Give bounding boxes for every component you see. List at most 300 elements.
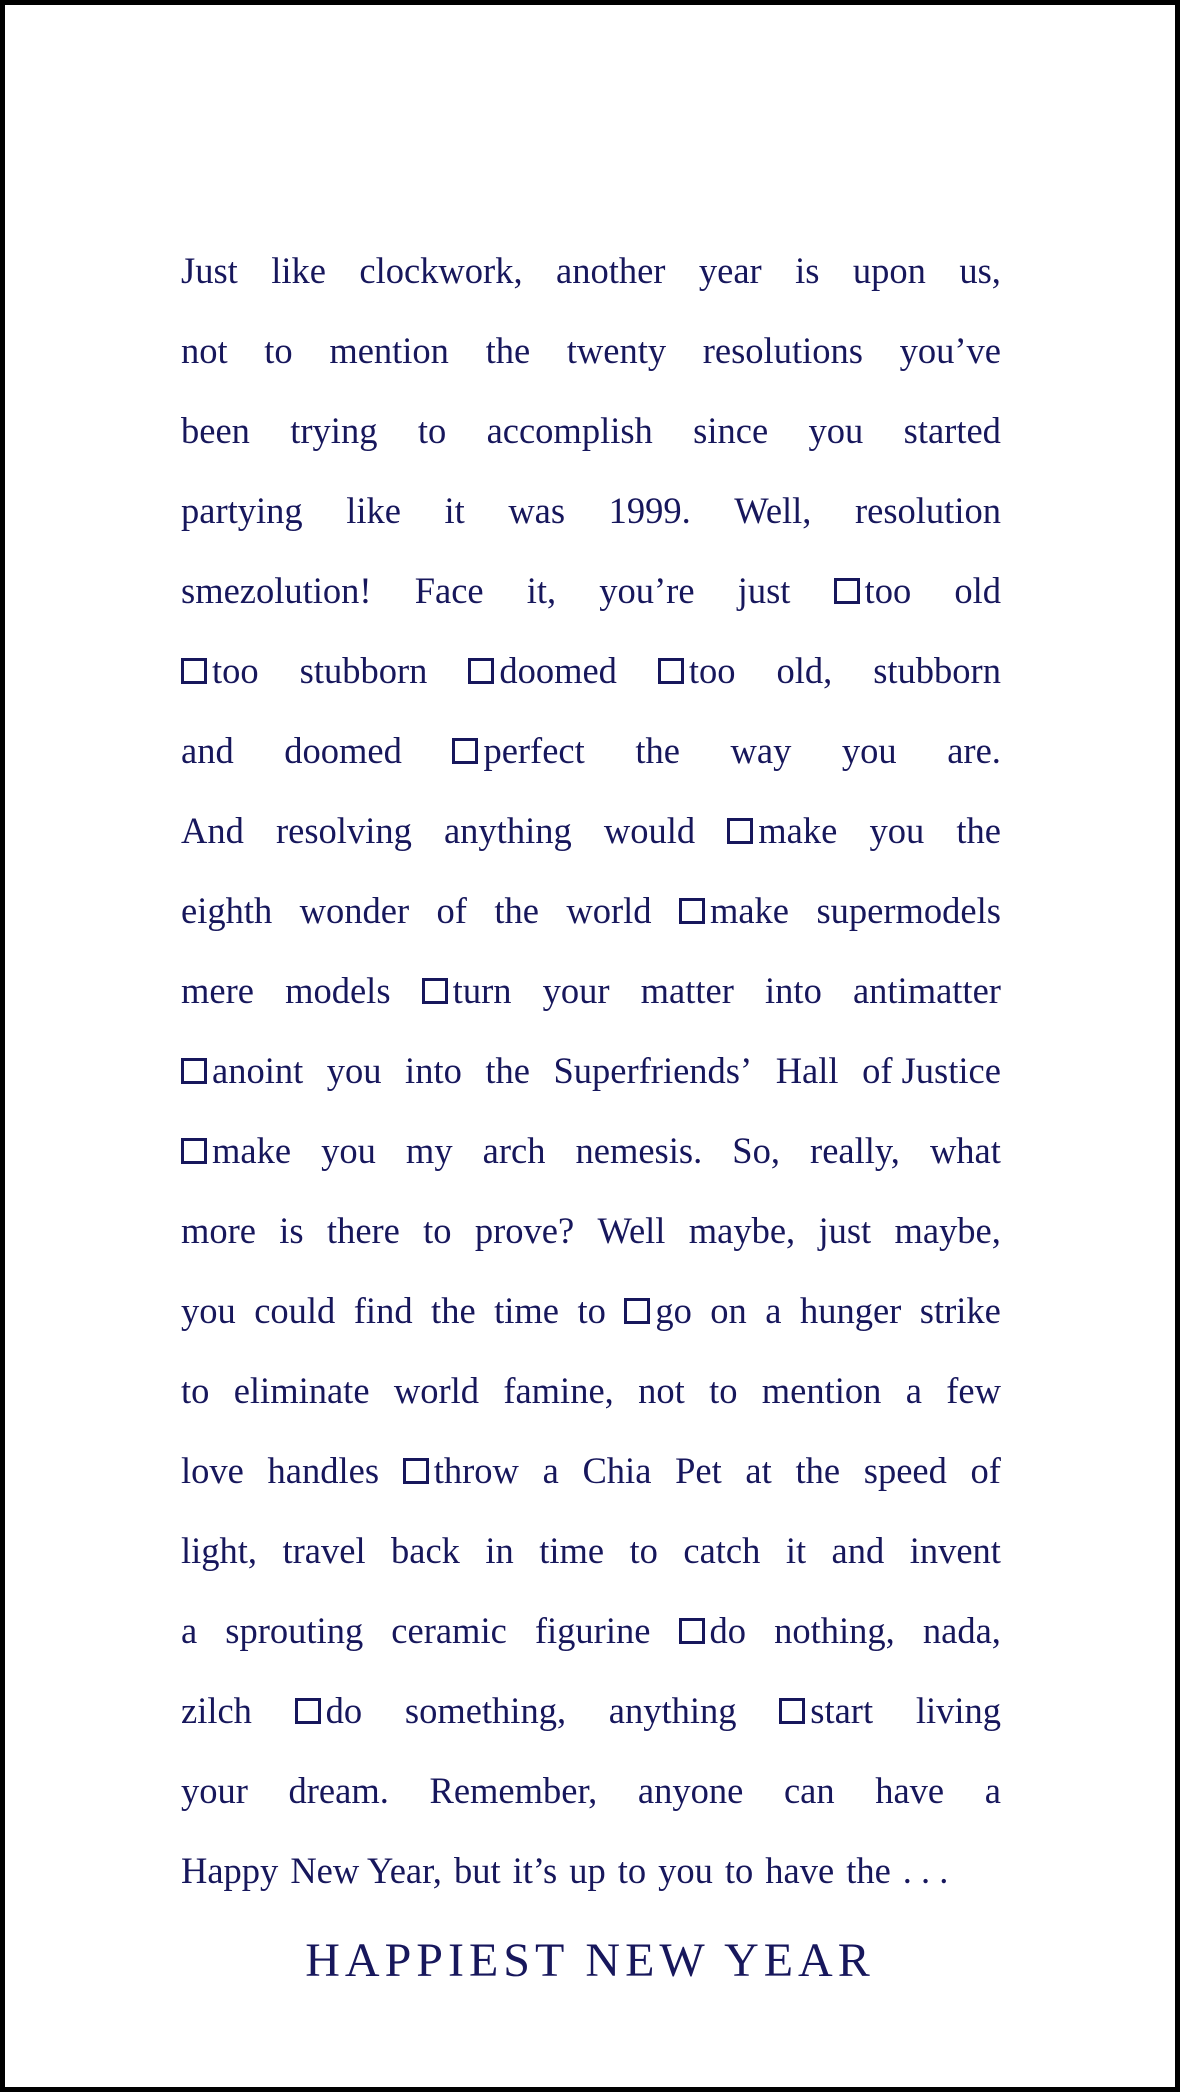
message-line xyxy=(181,1351,1001,1431)
message-word xyxy=(725,1831,753,1911)
word-text: speed xyxy=(863,1450,947,1491)
message-word xyxy=(181,1351,209,1431)
word-text: you xyxy=(841,730,897,771)
message-word xyxy=(569,1831,606,1911)
message-word xyxy=(765,1271,781,1351)
closing-title: HAPPIEST NEW YEAR xyxy=(305,1934,875,1987)
message-word xyxy=(745,1431,771,1511)
message-line xyxy=(181,231,1001,311)
card-message xyxy=(181,231,1001,1911)
word-text: light, xyxy=(181,1530,258,1571)
word-text: supermodels xyxy=(816,890,1001,931)
message-word xyxy=(485,1511,513,1591)
word-text: love xyxy=(181,1450,244,1491)
word-text: Chia xyxy=(582,1450,652,1491)
word-text: but xyxy=(453,1850,501,1891)
word-text: and xyxy=(181,730,234,771)
message-word xyxy=(539,1511,604,1591)
checkbox-option xyxy=(452,711,584,791)
message-word xyxy=(920,1271,1001,1351)
word-text: to xyxy=(577,1290,606,1331)
word-text: you xyxy=(808,410,864,451)
message-word xyxy=(906,1351,922,1431)
word-text: anything xyxy=(443,810,572,851)
word-text: nothing, xyxy=(774,1610,895,1651)
word-text: it, xyxy=(526,570,557,611)
word-text: like xyxy=(346,490,401,531)
word-text: into xyxy=(765,970,822,1011)
word-text: at xyxy=(745,1450,772,1491)
message-word xyxy=(486,311,531,391)
message-word xyxy=(181,1271,236,1351)
message-line xyxy=(181,1431,1001,1511)
message-line xyxy=(181,1831,1001,1911)
word-text: you’re xyxy=(599,570,695,611)
message-word xyxy=(710,1271,747,1351)
word-text: do xyxy=(325,1690,363,1731)
message-word xyxy=(635,711,680,791)
message-word xyxy=(732,1111,780,1191)
message-word xyxy=(762,1351,882,1431)
checkbox-square-icon xyxy=(779,1698,805,1724)
message-word xyxy=(391,1511,460,1591)
message-word xyxy=(543,1431,559,1511)
word-text: it xyxy=(785,1530,807,1571)
message-word xyxy=(254,1271,335,1351)
checkbox-square-icon xyxy=(727,818,753,844)
word-text: to xyxy=(417,410,447,451)
message-word xyxy=(354,1271,413,1351)
word-text: a xyxy=(984,1770,1001,1811)
word-text: anyone xyxy=(637,1770,744,1811)
checkbox-option xyxy=(468,631,617,711)
message-word xyxy=(327,1031,382,1111)
word-text: wonder xyxy=(299,890,410,931)
message-word xyxy=(765,1831,834,1911)
message-word xyxy=(181,1751,248,1831)
message-word xyxy=(947,711,1001,791)
checkbox-option xyxy=(727,791,837,871)
message-word xyxy=(300,631,428,711)
word-text: doomed xyxy=(284,730,402,771)
message-word xyxy=(475,1191,574,1271)
message-word xyxy=(444,791,572,871)
checkbox-option xyxy=(779,1671,873,1751)
message-word xyxy=(842,711,897,791)
word-text: invent xyxy=(909,1530,1001,1571)
word-text: maybe, xyxy=(688,1210,796,1251)
message-word xyxy=(786,1511,806,1591)
word-text: the xyxy=(485,1050,530,1091)
word-text: the xyxy=(846,1850,891,1891)
word-text: like xyxy=(271,250,326,291)
message-word xyxy=(181,471,303,551)
word-text: trying xyxy=(290,410,378,451)
word-text: eighth xyxy=(181,890,273,931)
word-text: have xyxy=(875,1770,945,1811)
word-text: Just xyxy=(181,250,238,291)
message-word xyxy=(485,1031,530,1111)
word-text: throw xyxy=(433,1450,519,1491)
word-text: arch xyxy=(482,1130,546,1171)
word-text: travel xyxy=(282,1530,366,1571)
word-text: Remember, xyxy=(429,1770,598,1811)
word-text: nemesis. xyxy=(575,1130,703,1171)
message-word xyxy=(832,1511,885,1591)
word-text: smezolution! xyxy=(181,570,372,611)
word-text: twenty xyxy=(566,330,667,371)
word-text: time xyxy=(539,1530,605,1571)
message-line xyxy=(181,391,1001,471)
message-word xyxy=(181,791,244,871)
message-word xyxy=(181,871,272,951)
word-text: turn xyxy=(452,970,512,1011)
message-word xyxy=(405,1031,462,1111)
word-text: resolutions xyxy=(702,330,863,371)
word-text: start xyxy=(810,1690,874,1731)
message-word xyxy=(290,1831,442,1911)
word-text: a xyxy=(905,1370,922,1411)
message-word xyxy=(181,711,234,791)
word-text: the xyxy=(956,810,1001,851)
message-word xyxy=(618,1831,646,1911)
word-text: Face xyxy=(414,570,484,611)
word-text: living xyxy=(915,1690,1001,1731)
word-text: in xyxy=(485,1530,514,1571)
message-word xyxy=(577,1271,605,1351)
word-text: mere xyxy=(181,970,254,1011)
word-text: was xyxy=(508,490,566,531)
message-word xyxy=(638,1751,743,1831)
word-text: into xyxy=(405,1050,462,1091)
message-line xyxy=(181,1511,1001,1591)
message-word xyxy=(930,1111,1001,1191)
message-word xyxy=(346,471,401,551)
word-text: do xyxy=(709,1610,747,1651)
message-line xyxy=(181,711,1001,791)
checkbox-option xyxy=(834,551,912,631)
word-text: mention xyxy=(761,1370,882,1411)
message-word xyxy=(264,311,292,391)
message-word xyxy=(271,231,326,311)
checkbox-option xyxy=(181,1111,291,1191)
word-text: you xyxy=(181,1290,236,1331)
word-text: way xyxy=(730,730,792,771)
word-text: to xyxy=(264,330,293,371)
message-word xyxy=(327,1191,400,1271)
message-word xyxy=(329,311,449,391)
word-text: go xyxy=(655,1290,692,1331)
message-word xyxy=(276,791,412,871)
word-text: not xyxy=(181,330,228,371)
message-word xyxy=(513,1831,558,1911)
word-text: ceramic xyxy=(391,1610,507,1651)
word-text: resolution xyxy=(854,490,1001,531)
message-line xyxy=(181,1271,1001,1351)
message-word xyxy=(703,311,863,391)
checkbox-square-icon xyxy=(834,578,860,604)
word-text: you xyxy=(869,810,925,851)
message-word xyxy=(567,311,666,391)
message-word xyxy=(181,551,372,631)
word-text: a xyxy=(181,1610,198,1651)
checkbox-square-icon xyxy=(679,898,705,924)
checkbox-square-icon xyxy=(624,1298,650,1324)
word-text: the xyxy=(494,890,539,931)
message-word xyxy=(290,391,377,471)
word-text: is xyxy=(279,1210,304,1251)
message-word xyxy=(431,1271,476,1351)
message-word xyxy=(904,391,1001,471)
message-word xyxy=(181,1511,257,1591)
word-text: anoint xyxy=(212,1050,304,1091)
message-word xyxy=(566,871,651,951)
word-text: partying xyxy=(181,490,303,531)
checkbox-option xyxy=(658,631,736,711)
message-word xyxy=(181,1431,244,1511)
message-word xyxy=(734,471,811,551)
word-text: just xyxy=(737,570,791,611)
word-text: sprouting xyxy=(225,1610,364,1651)
word-text: to xyxy=(724,1850,754,1891)
word-text: So, xyxy=(732,1130,780,1171)
word-text: and xyxy=(831,1530,885,1571)
message-word xyxy=(738,551,791,631)
message-word xyxy=(279,1191,303,1271)
word-text: few xyxy=(946,1370,1001,1411)
word-text: can xyxy=(783,1770,835,1811)
word-text: a xyxy=(765,1290,782,1331)
message-word xyxy=(599,551,694,631)
message-word xyxy=(181,1191,256,1271)
message-word xyxy=(494,871,539,951)
word-text: world xyxy=(566,890,652,931)
message-word xyxy=(630,1511,658,1591)
word-text: the xyxy=(795,1450,841,1491)
word-text: there xyxy=(326,1210,400,1251)
message-word xyxy=(956,791,1001,871)
word-text: too xyxy=(688,650,736,691)
word-text: more xyxy=(181,1210,256,1251)
word-text: Hall xyxy=(775,1050,839,1091)
word-text: you xyxy=(326,1050,382,1091)
checkbox-option xyxy=(295,1671,363,1751)
word-text: to xyxy=(423,1210,452,1251)
message-word xyxy=(494,1271,559,1351)
message-line xyxy=(181,951,1001,1031)
message-word xyxy=(454,1831,501,1911)
word-text: been xyxy=(181,410,250,451)
word-text: just xyxy=(818,1210,872,1251)
message-word xyxy=(800,1271,901,1351)
message-word xyxy=(429,1751,597,1831)
message-word xyxy=(818,1191,871,1271)
message-word xyxy=(604,791,695,871)
word-text: the xyxy=(431,1290,476,1331)
word-text: Well xyxy=(597,1210,666,1251)
message-word xyxy=(693,391,768,471)
word-text: old, xyxy=(776,650,833,691)
word-text: zilch xyxy=(181,1690,252,1731)
message-word xyxy=(444,471,464,551)
word-text: is xyxy=(795,250,820,291)
message-word xyxy=(971,1431,1001,1511)
message-line xyxy=(181,471,1001,551)
word-text: of xyxy=(970,1450,1001,1491)
message-word xyxy=(638,1351,685,1431)
word-text: famine, xyxy=(503,1370,614,1411)
word-text: nada, xyxy=(922,1610,1001,1651)
message-word xyxy=(284,711,402,791)
message-word xyxy=(903,1831,949,1911)
message-word xyxy=(394,1351,479,1431)
word-text: upon xyxy=(852,250,926,291)
word-text: up xyxy=(569,1850,606,1891)
message-word xyxy=(181,231,238,311)
word-text: your xyxy=(542,970,610,1011)
message-word xyxy=(321,1111,376,1191)
checkbox-option xyxy=(624,1271,692,1351)
word-text: the xyxy=(635,730,680,771)
word-text: eliminate xyxy=(233,1370,370,1411)
word-text: clockwork, xyxy=(359,250,523,291)
checkbox-option xyxy=(403,1431,519,1511)
message-line xyxy=(181,1671,1001,1751)
word-text: maybe, xyxy=(894,1210,1001,1251)
message-word xyxy=(910,1511,1001,1591)
message-word xyxy=(285,951,390,1031)
message-word xyxy=(675,1431,722,1511)
word-text: started xyxy=(903,410,1001,451)
message-word xyxy=(641,951,734,1031)
word-text: to xyxy=(181,1370,210,1411)
word-text: make xyxy=(212,1130,292,1171)
message-word xyxy=(423,1191,451,1271)
checkbox-square-icon xyxy=(295,1698,321,1724)
message-word xyxy=(181,1671,252,1751)
word-text: back xyxy=(391,1530,460,1571)
word-text: doomed xyxy=(499,650,617,691)
message-word xyxy=(699,231,762,311)
word-text: could xyxy=(254,1290,336,1331)
checkbox-square-icon xyxy=(468,658,494,684)
word-text: Superfriends’ xyxy=(553,1050,753,1091)
word-text: to xyxy=(709,1370,738,1411)
word-text: resolving xyxy=(276,810,412,851)
word-text: what xyxy=(929,1130,1001,1171)
word-text: mention xyxy=(329,330,449,371)
checkbox-square-icon xyxy=(403,1458,429,1484)
message-word xyxy=(556,231,665,311)
message-word xyxy=(689,1191,795,1271)
message-word xyxy=(225,1591,363,1671)
word-text: something, xyxy=(404,1690,567,1731)
message-word xyxy=(289,1751,389,1831)
message-word xyxy=(862,1031,1001,1111)
word-text: make xyxy=(709,890,790,931)
checkbox-square-icon xyxy=(658,658,684,684)
checkbox-square-icon xyxy=(181,658,207,684)
message-word xyxy=(418,391,446,471)
word-text: And xyxy=(181,810,244,851)
word-text: would xyxy=(603,810,696,851)
message-word xyxy=(609,471,691,551)
word-text: 1999. xyxy=(608,490,691,531)
word-text: you xyxy=(658,1850,713,1891)
word-text: to xyxy=(617,1850,647,1891)
word-text: Happy xyxy=(181,1850,279,1891)
word-text: old xyxy=(954,570,1001,611)
checkbox-square-icon xyxy=(422,978,448,1004)
word-text: my xyxy=(405,1130,453,1171)
word-text: the xyxy=(485,330,531,371)
message-word xyxy=(234,1351,370,1431)
message-word xyxy=(869,791,924,871)
word-text: Pet xyxy=(675,1450,722,1491)
word-text: too xyxy=(212,650,259,691)
word-text: a xyxy=(542,1450,559,1491)
word-text: handles xyxy=(267,1450,380,1491)
word-text: prove? xyxy=(474,1210,575,1251)
word-text: are. xyxy=(947,730,1001,771)
word-text: perfect xyxy=(483,730,585,771)
checkbox-option xyxy=(181,631,259,711)
message-word xyxy=(527,551,556,631)
message-word xyxy=(391,1591,507,1671)
checkbox-option xyxy=(679,871,789,951)
message-word xyxy=(795,1431,840,1511)
message-word xyxy=(709,1351,737,1431)
message-word xyxy=(503,1351,613,1431)
message-word xyxy=(776,631,832,711)
word-text: to xyxy=(629,1530,658,1571)
message-word xyxy=(437,871,467,951)
word-text: matter xyxy=(640,970,734,1011)
message-line xyxy=(181,1191,1001,1271)
word-text: have xyxy=(765,1850,835,1891)
message-line xyxy=(181,1751,1001,1831)
message-word xyxy=(846,1831,891,1911)
message-line xyxy=(181,631,1001,711)
word-text: you xyxy=(321,1130,376,1171)
word-text: find xyxy=(353,1290,413,1331)
word-text: another xyxy=(556,250,666,291)
message-word xyxy=(795,231,819,311)
message-word xyxy=(283,1511,366,1591)
message-word xyxy=(181,951,254,1031)
message-word xyxy=(916,1671,1001,1751)
message-word xyxy=(810,1111,900,1191)
message-word xyxy=(483,1111,546,1191)
word-text: hunger xyxy=(799,1290,902,1331)
message-word xyxy=(985,1751,1001,1831)
message-word xyxy=(959,231,1001,311)
word-text: not xyxy=(638,1370,685,1411)
word-text: year xyxy=(698,250,762,291)
message-line xyxy=(181,1111,1001,1191)
checkbox-square-icon xyxy=(181,1058,207,1084)
message-word xyxy=(576,1111,703,1191)
message-word xyxy=(776,1031,839,1111)
word-text: . . . xyxy=(902,1850,949,1891)
checkbox-square-icon xyxy=(181,1138,207,1164)
message-word xyxy=(406,1111,453,1191)
message-word xyxy=(181,1591,197,1671)
message-word xyxy=(765,951,822,1031)
message-word xyxy=(683,1511,760,1591)
word-text: New Year, xyxy=(290,1850,442,1891)
word-text: stubborn xyxy=(873,650,1001,691)
